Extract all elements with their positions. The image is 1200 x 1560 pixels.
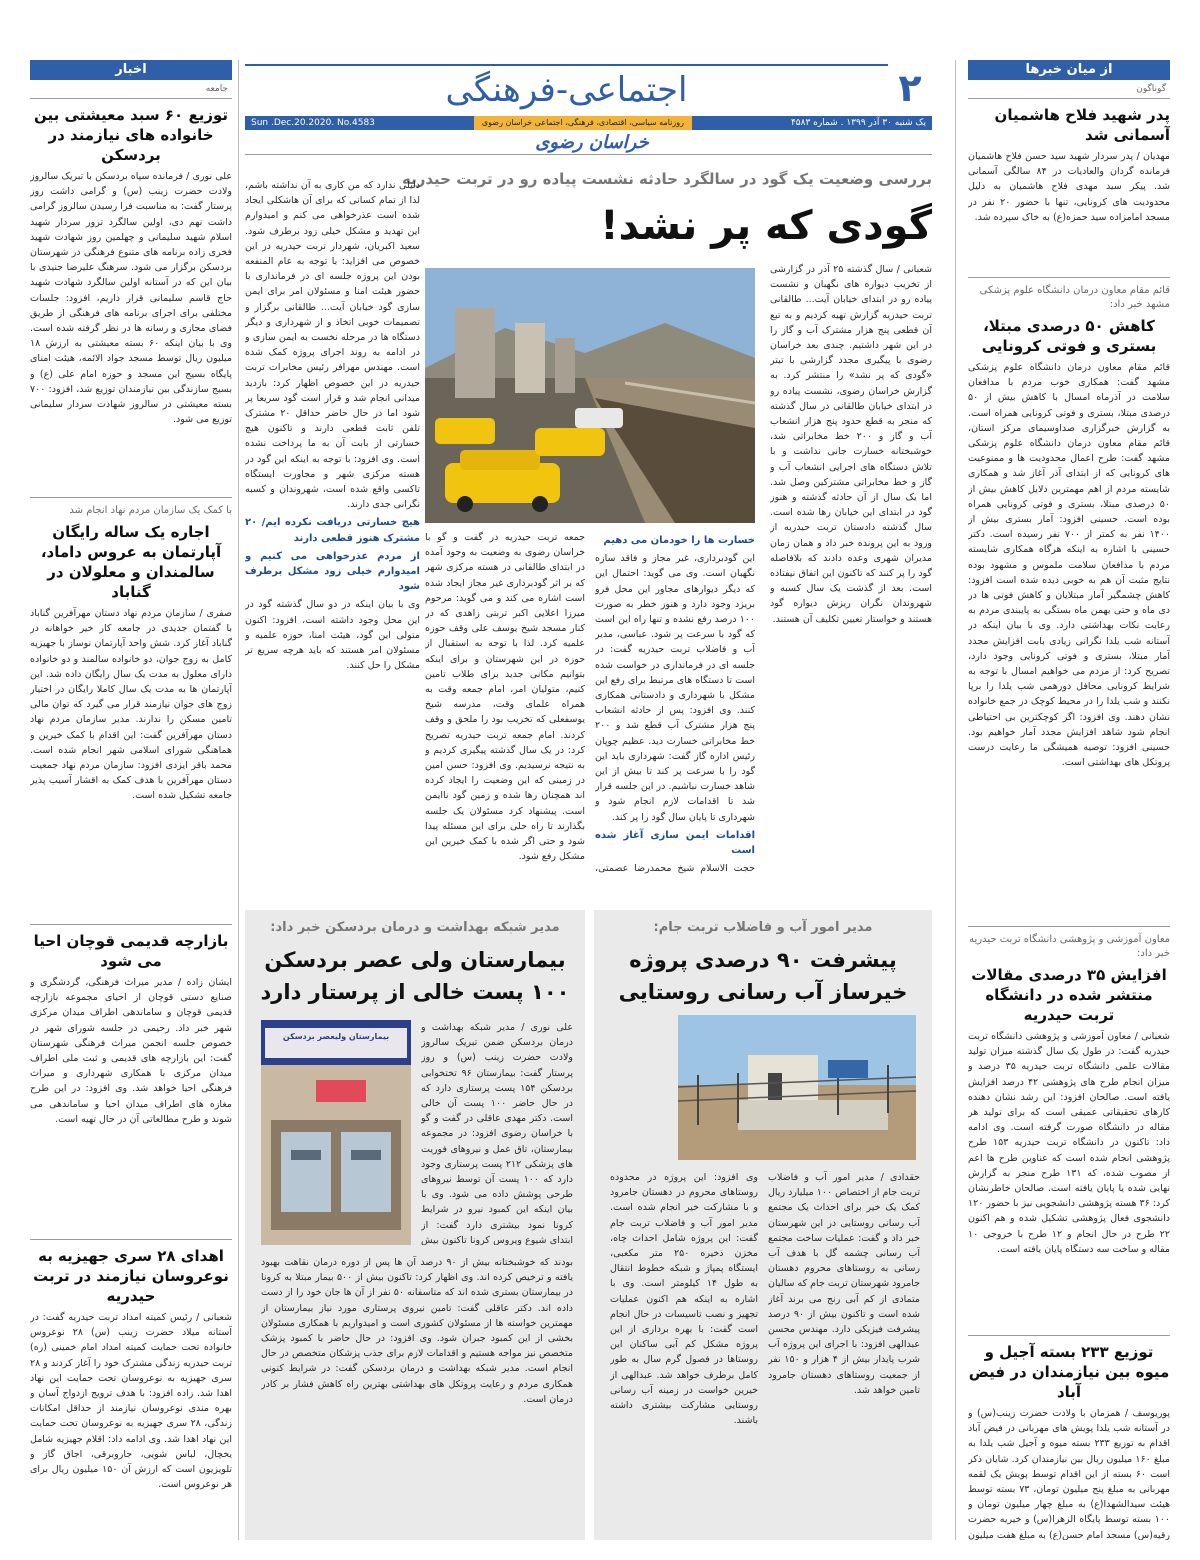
taxi-street-photo — [425, 268, 755, 523]
story-articles-increase — [968, 933, 1170, 1329]
col4-subhead-2: از مردم عذرخواهی می کنیم و امیدوارم خیلی زود مشکل برطرف شود — [245, 550, 420, 593]
story-title: پدر شهید فلاح هاشمیان آسمانی شد — [994, 106, 1170, 144]
column-divider — [955, 60, 956, 1540]
water-facility-photo — [678, 1015, 916, 1160]
story-title: بازارچه قدیمی قوچان احیا می شود — [33, 932, 229, 970]
divider — [968, 277, 1170, 278]
col2-body: این گودبرداری، غیر مجاز و فاقد سازه نگهبان است. وی می گوید: احتمال این که دیگر دیوارهای مجاور این محل فرو بریزد وجود دارد و هنوز خطر به صورت ۱۰۰ درصد رفع نشده و تنها راه این است که گود با سرعت پر شود. عباسی، مدیر آب و فاضلاب تربت حیدریه گفت: در جلسه ای در فرمانداری در خواست شده است تا دستگاه های مرتبط برای رفع این مشکل با شهرداری و دادستانی همکاری کنند. وی افزود: پس از حادثه انشعاب پنج هزار مشترک آب قطع شد و ۲۰۰ خط مخابراتی خسارت دید. عظیم چوپان رئیس اداره گاز گفت: شهرداری باید این گود را با سرعت پر کند تا بیش از این شاهد خسارت نباشیم. در این جلسه قرار شد تا اقدامات لازم انجام شود و شهرداری تا پایان سال گود را پر کند. — [595, 553, 755, 823]
story-body-1: حقدادی / مدیر امور آب و فاضلاب تربت جام از اختصاص ۱۰۰ میلیارد ریال کمک یک خیر برای احداث یک مجتمع آب رسانی روستایی در این شهرستان خبر داد و گفت: عملیات ساخت مجتمع آب رسانی چشمه گل با هدف آب رسانی به روستاهای محروم دهستان جامرود شهرستان تربت جام که سالیان متمادی از کم آبی رنج می برند آغاز شده است و تاکنون بیش از ۹۰ درصد پیشرفت فیزیکی دارد. مهندس محسن عبدالهی افزود: با اجرای این پروژه آب شرب پایدار بیش از ۴ هزار و ۱۵۰ نفر از جمعیت روستاهای دهستان جامرود تامین خواهد شد. — [768, 1172, 920, 1396]
col4-subhead: هیچ خسارتی دریافت نکرده ایم/ ۲۰ مشترک هنوز قطعی دارند — [245, 517, 420, 544]
tagline: روزنامه سیاسی، اقتصادی، فرهنگی، اجتماعی خراسان رضوی — [474, 116, 692, 130]
issue-line-en: Sun .Dec.20.2020. No.4583 — [251, 118, 375, 128]
story-body-2: بودند که خوشبختانه بیش از ۹۰ درصد آن ها پس از دوره درمان نقاهت بهبود یافته و ترخیص کرده اند. وی اظهار کرد: تاکنون بیش از ۵۰۰ بیمار مبتلا به کرونا در بیمارستان بستری شده اند که متاسفانه ۵۰ نفر از آن ها جان خود را از دست داده اند. دکتر عاقلی گفت: تامین نیروی پرستاری مورد نیاز بیمارستان از مهمترین خواسته ها از مسئولان کشوری است و امیدواریم با همکاری مسئولان بخشی از این کمبود جبران شود. وی افزود: در حال حاضر با کمبود پزشک متخصص نیز مواجه هستیم و اقدامات لازم برای جذب پزشکان متخصص در حال انجام است. مدیر شبکه بهداشت و درمان بردسکن گفت: در شرایط کنونی همکاری مردم و رعایت پروتکل های بهداشتی بهترین راه کاهش فشار بر کادر درمان است. — [261, 1257, 573, 1405]
divider — [968, 1335, 1170, 1336]
main-story — [245, 170, 932, 892]
story-kicker: معاون آموزشی و پژوهشی دانشگاه تربت حیدریه خبر داد: — [969, 934, 1170, 959]
story-dowry-donation — [30, 1246, 232, 1540]
main-kicker: بررسی وضعیت یک گود در سالگرد حادثه نشست پیاده رو در تربت حیدریه — [402, 170, 932, 188]
story-title: اجاره یک ساله رایگان آپارتمان به عروس داماد، سالمندان و معلولان در گناباد — [40, 523, 222, 601]
story-title: توزیع ۲۳۳ بسته آجیل و میوه بین نیازمندان در فیض آباد — [968, 1343, 1170, 1401]
divider — [30, 497, 232, 498]
story-title: افزایش ۳۵ درصدی مقالات منتشر شده در دانشگاه تربت حیدریه — [971, 966, 1167, 1024]
story-free-apartment — [30, 504, 232, 918]
story-kicker: با کمک یک سازمان مردم نهاد انجام شد — [69, 505, 232, 516]
column-header: اخبار — [30, 60, 232, 80]
masthead — [245, 60, 932, 155]
main-col1: شعبانی / سال گذشته ۲۵ آذر در گزارشی از تخریب دیواره های نگهبان و نشست پیاده رو در ابتدای خیابان آیت... طالقانی تربت حیدریه گزارش تهیه کردیم و به تبع آن قطعی پنج هزار مشترک آب و گاز را در این شهر داشتیم. چندی بعد خراسان رضوی با پیگیری مجدد گزارشی با تیتر «گودی که پر نشد» را منتشر کرد. به گزارش خراسان رضوی، نشست پیاده رو در ابتدای خیابان طالقانی در سال گذشته که منجر به قطع حدود پنج هزار انشعاب آب و گاز و ۲۰۰ خط مخابراتی شد، خوشبختانه خسارت جانی نداشت و با تلاش دستگاه های اجرایی انشعاب آب و گاز و خط مخابراتی مشترکین وصل شد. اما یک سال از آن حادثه گذشته و هنوز گود در ابتدای این خیابان رها شده است. سال گذشته دادستان تربت حیدریه از ورود به این پرونده خبر داد و همان زمان مدیران شهری وعده دادند که بلافاصله گود را پر کنند که تاکنون این اتفاق نیفتاده است. بعد از گذشت یک سال کسبه و شهروندان نگران ریزش دیواره گود هستند و خواستار تعیین تکلیف آن هستند. — [770, 264, 932, 625]
story-bardaskan-baskets — [30, 99, 232, 491]
story-quchan-bazaar — [30, 931, 232, 1233]
main-headline: گودی که پر نشد! — [600, 203, 932, 249]
main-col4 — [245, 178, 420, 870]
story-title: کاهش ۵۰ درصدی مبتلا، بستری و فوتی کرونایی — [981, 317, 1157, 355]
story-body: قائم مقام معاون درمان دانشگاه علوم پزشکی مشهد گفت: همکاری خوب مردم با مدافعان سلامت در آذرماه امسال با کاهش بیش از ۵۰ درصدی مبتلا، بستری و فوتی کرونایی همراه است. به گزارش خبرگزاری صداوسیمای مرکز استان، قائم مقام معاون درمان دانشگاه علوم پزشکی مشهد گفت: طرح اعمال محدودیت ها و ممنوعیت های کرونایی که از ابتدای آذر آغاز شد و همکاری شایسته مردم از اهم مهمترین دلایل کاهش بیش از ۵۰ درصدی مبتلا، بستری و فوتی کرونایی همراه بوده است. حسینی افزود: آمار بستری بیش از ۱۴۰۰ نفر به کمتر از ۷۰۰ نفر رسیده است. دکتر حسینی با اشاره به اینکه هرگاه همکاری شایسته مردم با مدافعان سلامت ملموس و مشهود بوده نتایج مثبت آن هم به خوبی دیده شده است افزود: کاهش چشمگیر آمار مبتلایان و کاهش فوتی ها در دی ماه و حتی بهمن ماه بستگی به پایبندی مردم به رعایت نکات بهداشتی دارد. وی با بیان اینکه در آستانه شب یلدا نگرانی زیادی بابت افزایش مجدد آمار مبتلا، بستری و فوتی کرونایی وجود دارد، تصریح کرد: از مردم می خواهیم امسال با توجه به شرایط کرونایی محافل دورهمی شب یلدا را برپا نکنند و شب یلدا را در محیط کوچک در جمع خانواده نشان دهند. وی افزود: اگر کوچکترین بی احتیاطی انجام شود شاهد افزایش مجدد آمار خواهیم بود. حسینی افزود: توصیه همیشگی ما رعایت درست پروتکل های بهداشتی است. — [968, 362, 1170, 769]
story-martyr-father — [968, 99, 1170, 271]
page-number: ۲ — [898, 66, 922, 110]
story-body-2: وی افزود: این پروژه در محدوده روستاهای محروم در دهستان جامرود و با مشارکت خیر انجام شده است. مدیر امور آب و فاضلاب تربت جام گفت: این پروژه شامل احداث چاه، مخزن ذخیره ۲۵۰ متر مکعبی، ایستگاه پمپاژ و شبکه خطوط انتقال به طول ۱۴ کیلومتر است. وی با اشاره به اینکه هم اکنون عملیات تجهیز و نصب تاسیسات در حال انجام است گفت: با بهره برداری از این پروژه مشکل کم آبی ساکنان این روستاها در فصول گرم سال به طور کامل برطرف خواهد شد. عبدالهی از خیرین خواست در زمینه آب رسانی روستایی مشارکت بیشتری داشته باشند. — [610, 1172, 758, 1427]
hospital-photo — [261, 1020, 411, 1245]
story-title: توزیع ۶۰ سبد معیشتی بین خانواده های نیازمند در بردسکن — [34, 106, 228, 164]
bardaskan-hospital-story — [245, 910, 585, 1540]
divider — [968, 926, 1170, 927]
story-body: پوریوسف / همزمان با ولادت حضرت زینب(س) و در آستانه شب یلدا پویش های مهربانی در فیض آباد اقدام به توزیع ۲۳۳ بسته میوه و آجیل شب یلدا به مبلغ ۱۶۰ میلیون ریال بین نیازمندان کرد. شایان ذکر است ۶۰ بسته از این اقدام توسط پویش یک لقمه مهربانی به مبلغ پنج میلیون تومان، ۷۳ بسته توسط هیئت سیدالشهدا(ع) به مبلغ چهار میلیون تومان و ۱۰۰ بسته توسط پایگاه الزهرا(س) و خیریه حضرت رقیه(س) مسجد امام حسن(ع) به مبلغ هفت میلیون — [968, 1408, 1170, 1540]
street-photo-illustration — [425, 268, 755, 523]
hospital-building-illustration — [261, 1020, 411, 1245]
story-body: شعبانی / رئیس کمیته امداد تربت حیدریه گفت: در آستانه میلاد حضرت زینب (س) ۲۸ نوعروس خانواده تحت حمایت کمیته امداد امام خمینی (ره) تربت حیدریه زندگی مشترک خود را آغاز کردند و ۲۸ سری جهیزیه به نوعروسان تحت حمایت این نهاد اهدا شد. زاده افزود: با هدف ترویج ازدواج آسان و بهره مندی نوعروسان نیازمند از حداقل امکانات زندگی، ۲۸ سری جهیزیه به نوعروسان تحت حمایت این نهاد اهدا شد. وی ادامه داد: اقلام جهیزیه شامل یخچال، لباس شویی، جاروبرقی، اجاق گاز و تلویزیون است که ارزش آن ۱۵۰ میلیون ریال برای هر نوعروس است. — [30, 1312, 232, 1491]
story-body: صفری / سازمان مردم نهاد دستان مهرآفرین گناباد با گفتمان جدیدی در جامعه کار خیر خواهانه در گناباد آغاز کرد. شش واحد آپارتمان نوساز با جهیزیه کامل به زوج جوان، دو خانواده سالمند و دو خانواده دارای معلول به مدت یک سال رایگان داده شد. این آپارتمان ها به مدت یک سال کاملا رایگان در اختیار زوج های جوان نیازمند قرار می گیرد که توان مالی تامین مسکن را ندارند. مدیر سازمان مردم نهاد دستان مهرآفرین گفت: این اقدام با کمک خیرین و هماهنگی شورای اسلامی شهر انجام شده است. محمد باقر ایزدی افزود: سازمان مردم نهاد جمعیت دستان مهرآفرین با هدف کمک به اقشار آسیب پذیر جامعه تشکیل شده است. — [30, 608, 232, 802]
issue-bar — [245, 116, 932, 130]
col5-body: حجت الاسلام شیخ محمدرضا عصمتی، — [595, 863, 755, 875]
story-headline: پیشرفت ۹۰ درصدی پروژه خیرساز آب رسانی روستایی — [618, 948, 908, 1004]
issue-line: یک شنبه ۳۰ آذر ۱۳۹۹ . شماره ۴۵۸۳ — [790, 118, 926, 128]
column-divider — [238, 60, 239, 1540]
col3-body: جمعه تربت حیدریه در گفت و گو با خراسان رضوی به وضعیت به وجود آمده در ابتدای طالقانی در هسته مرکزی شهر که بر اثر گودبرداری غیر مجاز ایجاد شده است اشاره می کند و می گوید: مرحوم میرزا اعلایی اکبر تربتی زاهدی که در کنار مسجد شیخ یوسف علی وقف حوزه علمیه کرد. لذا با توجه به استقبال از حوزه در این شهرستان و برای اینکه بتوانیم مکانی جدید برای طلاب تامین کنیم، متولیان امر، امام جمعه وقت به همراه علمای وقت، مدرسه شیخ یوسفعلی که تخریب بود را ملحق و وقف کردند. امام جمعه تربت حیدریه تصریح کرد: در یک سال گذشته پیگیری کردیم و به نتیجه نرسیدیم. وی افزود: حسن امین در زمینی که این وضعیت را ایجاد کرده اند همچنان رها شده و زمین گود ناایمن است. پیشنهاد کرد مسئولان یک جلسه بگذارند تا راه حلی برای این مسئله پیدا شود و حتی اگر شده با کمک خیرین این مشکل رفع شود. — [425, 532, 585, 863]
water-facility-illustration — [678, 1015, 916, 1160]
story-body: علی نوری / فرمانده سپاه بردسکن با تبریک سالروز ولادت حضرت زینب (س) و گرامی داشت روز پرستار گفت: به مناسبت فرا رسیدن سالروز گرامی داشت نهم دی، اولین سالگرد ترور سردار شهید اسلام شهید سلیمانی و چهلمین روز شهادت شهید فخری زاده برنامه های متنوع فرهنگی در شهرستان بردسکن برگزار می شود. سرهنگ علیرضا جنیدی با بیان این که در آستانه اولین سالگرد شهادت شهید حاج قاسم سلیمانی قرار داریم، افزود: جلسات مختلفی برای اجرای برنامه های فرهنگی از طریق فضای مجازی و رسانه ها در نظر گرفته شده است. وی با بیان اینکه ۶۰ بسته معیشتی به ارزش ۱۸ میلیون ریال توسط مسجد جواد الائمه، هیئت امنای پایگاه بسیج این مسجد و حوزه امام علی (ع) و بسیج سازندگی بین نیازمندان توزیع شد، افزود: ۷۰۰ بسته معیشتی در سالروز شهادت سردار سلیمانی توزیع می شود. — [30, 171, 232, 426]
col5-subhead: اقدامات ایمن سازی آغاز شده است — [595, 829, 755, 857]
hospital-sign-text: بیمارستان ولیعصر بردسکن — [282, 1032, 390, 1041]
story-kicker: مدیر شبکه بهداشت و درمان بردسکن خبر داد: — [270, 920, 560, 935]
newspaper-logo: خراسان رضوی — [535, 132, 649, 153]
right-column — [968, 60, 1170, 1540]
story-kicker: مدیر امور آب و فاضلاب تربت جام: — [653, 920, 873, 935]
torbat-jam-water-story — [594, 910, 932, 1540]
story-body: ایشان زاده / مدیر میراث فرهنگی، گردشگری و صنایع دستی قوچان از احیای مجموعه بازارچه قدیمی قوچان و ساماندهی اطراف میدان مرکزی شهر خبر داد. رحیمی در جلسه شورای شهر در خصوص جلسه انجمن میراث فرهنگی شهرستان گفت: این بازارچه های قدیمی و ثبت ملی اطراف میدان مرکزی با همکاری شهرداری و میراث فرهنگی احیا خواهد شد. وی افزود: در این طرح مغازه های اطراف میدان احیا و ساماندهی می شوند و طرح مطالعاتی آن در حال تهیه است. — [30, 977, 232, 1125]
column-header: از میان خبرها — [968, 60, 1170, 80]
main-col3 — [425, 530, 585, 875]
col4-tail: وی با بیان اینکه در دو سال گذشته گود در این محل وجود داشته است، افزود: اکنون متولی این گود، هیئت امنا، حوزه علمیه و مسئولان امر هستند که باید هرچه سریع تر مشکل را حل کنند. — [245, 599, 420, 672]
story-title: اهدای ۲۸ سری جهیزیه به نوعروسان نیازمند در تربت حیدریه — [33, 1247, 229, 1305]
divider — [30, 1239, 232, 1240]
story-body-1: علی نوری / مدیر شبکه بهداشت و درمان بردسکن ضمن تبریک سالروز ولادت حضرت زینب (س) و روز پرستار گفت: بیمارستان ۹۶ تختخوابی بردسکن ۱۵۴ پست پرستاری دارد که در حال حاضر ۱۰۰ پست آن خالی است. دکتر مهدی عاقلی در گفت و گو با خراسان رضوی افزود: در مجموعه بیمارستان، تاق عمل و نیروهای فوریت های پزشکی ۲۱۲ پست پرستاری وجود دارد که ۱۰۰ پست آن توسط نیروهای طرحی پوشش داده می شود. وی با بیان اینکه این کمبود نیرو در شرایط کرونا نمود بیشتری دارد گفت: از ابتدای شیوع ویروس کرونا تاکنون بیش — [421, 1022, 573, 1245]
story-covid-decline — [968, 284, 1170, 920]
column-subheader: گوناگون — [968, 80, 1170, 99]
story-headline: بیمارستان ولی عصر بردسکن ۱۰۰ پست خالی از پرستار دارد — [260, 948, 570, 1004]
left-column — [30, 60, 232, 1540]
col2-subhead: خسارت ها را خودمان می دهیم — [603, 535, 755, 546]
column-subheader: جامعه — [30, 80, 232, 99]
main-col2 — [595, 530, 755, 875]
story-body: مهدیان / پدر سردار شهید سید حسن فلاح هاشمیان فرمانده گردان والعادیات در ۸۴ سالگی آسمانی شد. پیکر سید مهدی فلاح هاشمیان به دلیل محدودیت های کرونایی، تنها با حضور ۲۰ نفر در مسجد امامزاده سید حمزه(ع) به خاک سپرده شد. — [968, 151, 1170, 223]
story-yalda-packages — [968, 1342, 1170, 1540]
col4-body: دلیلی ندارد که من کاری به آن نداشته باشم، لذا از تمام کسانی که برای آن هاشکلی ایجاد شده است عذرخواهی می کنم و امیدوارم این تهدید و مشکل خیلی زود برطرف شود. سعید اکبریان، شهردار تربت حیدریه در این خصوص می افزاید: با توجه به عام المنفعه بودن این پروژه جلسه ای در فرمانداری با حضور هیئت امنا و مسئولان امر برای ایمن سازی گود خیابان آیت... طالقانی برگزار و تصمیمات خوبی اتخاذ و از شهرداری و دیگر دستگاه ها در مرحله نخست به ایمن سازی و در ادامه به روند اجرای پروژه کمک شده است. مهندس مهرافر رئیس مخابرات تربت حیدریه در این خصوص اظهار کرد: بازدید میدانی انجام شد و قرار است گود سریعا پر شود اما در حال حاضر حداقل ۲۰ مشترک تلفن ثابت قطعی دارند و تاکنون هیچ خسارتی از بابت آن به ما پرداخت نشده است. وی افزود: با توجه به اینکه این گود در هسته مرکزی شهر و مجاورت ایستگاه تاکسی واقع شده است، شهروندان و کسبه نگرانی جدی دارند. — [245, 180, 420, 511]
section-title: اجتماعی-فرهنگی — [245, 64, 888, 112]
story-body: شعبانی / معاون آموزشی و پژوهشی دانشگاه تربت حیدریه گفت: در طول یک سال گذشته میزان تولید مقالات علمی دانشگاه تربت حیدریه ۳۵ درصد و میزان انجام طرح های پژوهشی ۴۲ درصد افزایش یافته است. صالحان افزود: این رشد نشان دهنده کارهای تحقیقاتی عمیقی است که برای تولید هر مقاله در دانشگاه صورت گرفته است. وی ادامه داد: تاکنون در دانشگاه تربت حیدریه ۱۵۳ طرح پژوهشی انجام شده است که عناوین طرح ها اعم از مصوب شده، که ۱۳۱ طرح منجر به گزارش نهایی شده یا پایان یافته است. صالحان خاطرنشان کرد: ۳۶ هسته پژوهشی دانشجویی نیز با حضور ۱۲۰ دانشجوی فعال پژوهشی تشکیل شده و هم اکنون ۲۲ طرح در حال انجام و ۱۲ طرح با خروجی ۱۰ مقاله و ساخت سه دستگاه پایان یافته است. — [968, 1031, 1170, 1255]
divider — [30, 924, 232, 925]
story-kicker: قائم مقام معاون درمان دانشگاه علوم پزشکی مشهد خبر داد: — [979, 285, 1170, 310]
